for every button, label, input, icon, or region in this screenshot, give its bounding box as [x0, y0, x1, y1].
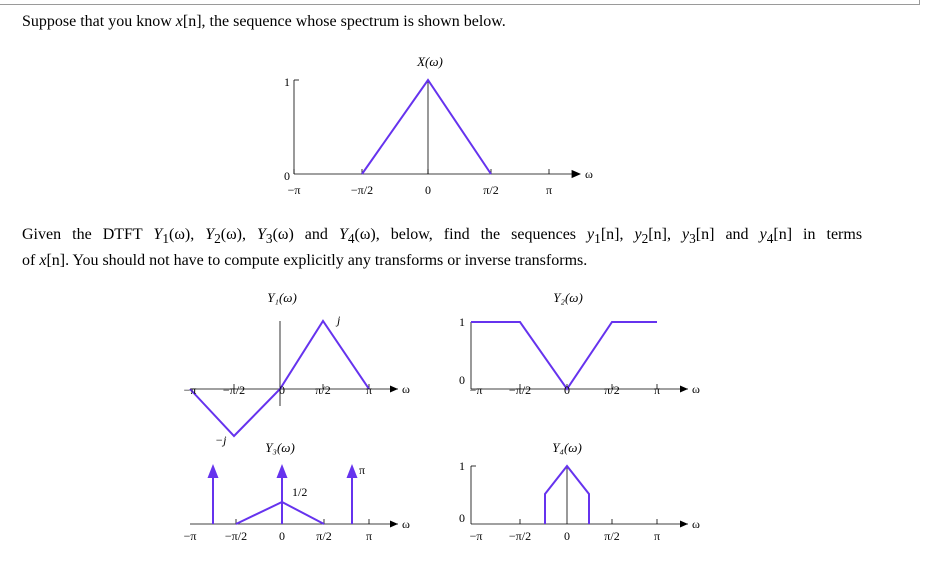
x-tick-label: 0 — [279, 529, 285, 543]
y-tick-label: 0 — [459, 373, 465, 387]
page-frame — [0, 0, 920, 5]
x-tick-label: −π/2 — [508, 383, 532, 397]
x-axis-arrow — [572, 171, 580, 178]
y-tick-label: 0 — [284, 169, 290, 183]
x-axis-arrow — [680, 386, 688, 393]
figure-title: X(ω) — [417, 54, 443, 69]
figure-y3-spectrum — [170, 436, 420, 551]
intro-sentence: Suppose that you know x[n], the sequence whose spectrum is shown below. — [22, 13, 506, 30]
x-tick-label: 0 — [564, 383, 570, 397]
x-tick-label: π/2 — [315, 383, 331, 397]
axis-var-label: ω — [585, 167, 593, 181]
impulse-arrow — [208, 464, 219, 478]
x-tick-label: −π — [469, 383, 483, 397]
impulse-arrow — [277, 464, 288, 478]
x-tick-label: π/2 — [604, 383, 620, 397]
figure-y2-spectrum — [450, 286, 710, 416]
axis-var-label: ω — [692, 382, 700, 396]
x-tick-label: 0 — [279, 383, 285, 397]
question-line-1: Given the DTFT $Y_1(\omega)$, $Y_2(\omega)$, $Y_3(\omega)$ and $Y_4(\omega)$, below, find the sequences $y_1[n]$, $y_2[n]$, $y_3[n]$ and $y_4[n]$ in terms — [22, 226, 863, 247]
y1-spectrum-line — [190, 321, 369, 436]
question-paragraph — [22, 224, 862, 272]
x-tick-label: π/2 — [604, 529, 620, 543]
x-tick-label: −π/2 — [222, 383, 246, 397]
x-tick-label: −π/2 — [508, 529, 532, 543]
pos-level-label: j — [337, 313, 341, 327]
x-tick-label: π — [365, 383, 373, 397]
figure-x-spectrum — [270, 50, 610, 200]
figure-title: Y₂(ω) — [553, 290, 583, 305]
x-tick-label: −π — [183, 383, 197, 397]
y3-triangle — [236, 502, 324, 524]
x-axis-arrow — [680, 521, 688, 528]
half-level-label: 1/2 — [292, 485, 308, 499]
x-tick-label: 0 — [425, 183, 431, 197]
x-spectrum-triangle — [362, 80, 491, 174]
x-tick-label: π/2 — [483, 183, 499, 197]
figure-y4-spectrum — [450, 436, 710, 551]
impulse-arrow — [347, 464, 358, 478]
x-tick-label: π — [365, 529, 373, 543]
x-tick-label: −π — [183, 529, 197, 543]
figure-title: Y₁(ω) — [267, 290, 297, 305]
x-tick-label: π — [653, 529, 661, 543]
x-tick-label: −π/2 — [350, 183, 374, 197]
x-tick-label: π — [545, 183, 553, 197]
question-line-2: of x[n]. You should not have to compute explicitly any transforms or inverse transforms. — [22, 252, 588, 270]
x-tick-label: π/2 — [316, 529, 332, 543]
x-tick-label: −π — [469, 529, 483, 543]
figure-title: Y₄(ω) — [552, 440, 582, 455]
impulse-label: π — [359, 463, 366, 477]
x-tick-label: −π — [287, 183, 301, 197]
y-tick-label: 1 — [284, 75, 290, 89]
axis-var-label: ω — [692, 517, 700, 531]
x-axis-arrow — [390, 386, 398, 393]
x-tick-label: 0 — [564, 529, 570, 543]
x-axis-arrow — [390, 521, 398, 528]
y-tick-label: 1 — [459, 459, 465, 473]
figure-y1-spectrum — [170, 286, 420, 456]
y-tick-label: 0 — [459, 511, 465, 525]
x-tick-label: −π/2 — [224, 529, 248, 543]
neg-level-label: −j — [215, 433, 227, 447]
axis-var-label: ω — [402, 382, 410, 396]
figure-title: Y₃(ω) — [265, 440, 295, 455]
y2-spectrum-line — [471, 322, 657, 389]
y-tick-label: 1 — [459, 315, 465, 329]
x-tick-label: π — [653, 383, 661, 397]
axis-var-label: ω — [402, 517, 410, 531]
